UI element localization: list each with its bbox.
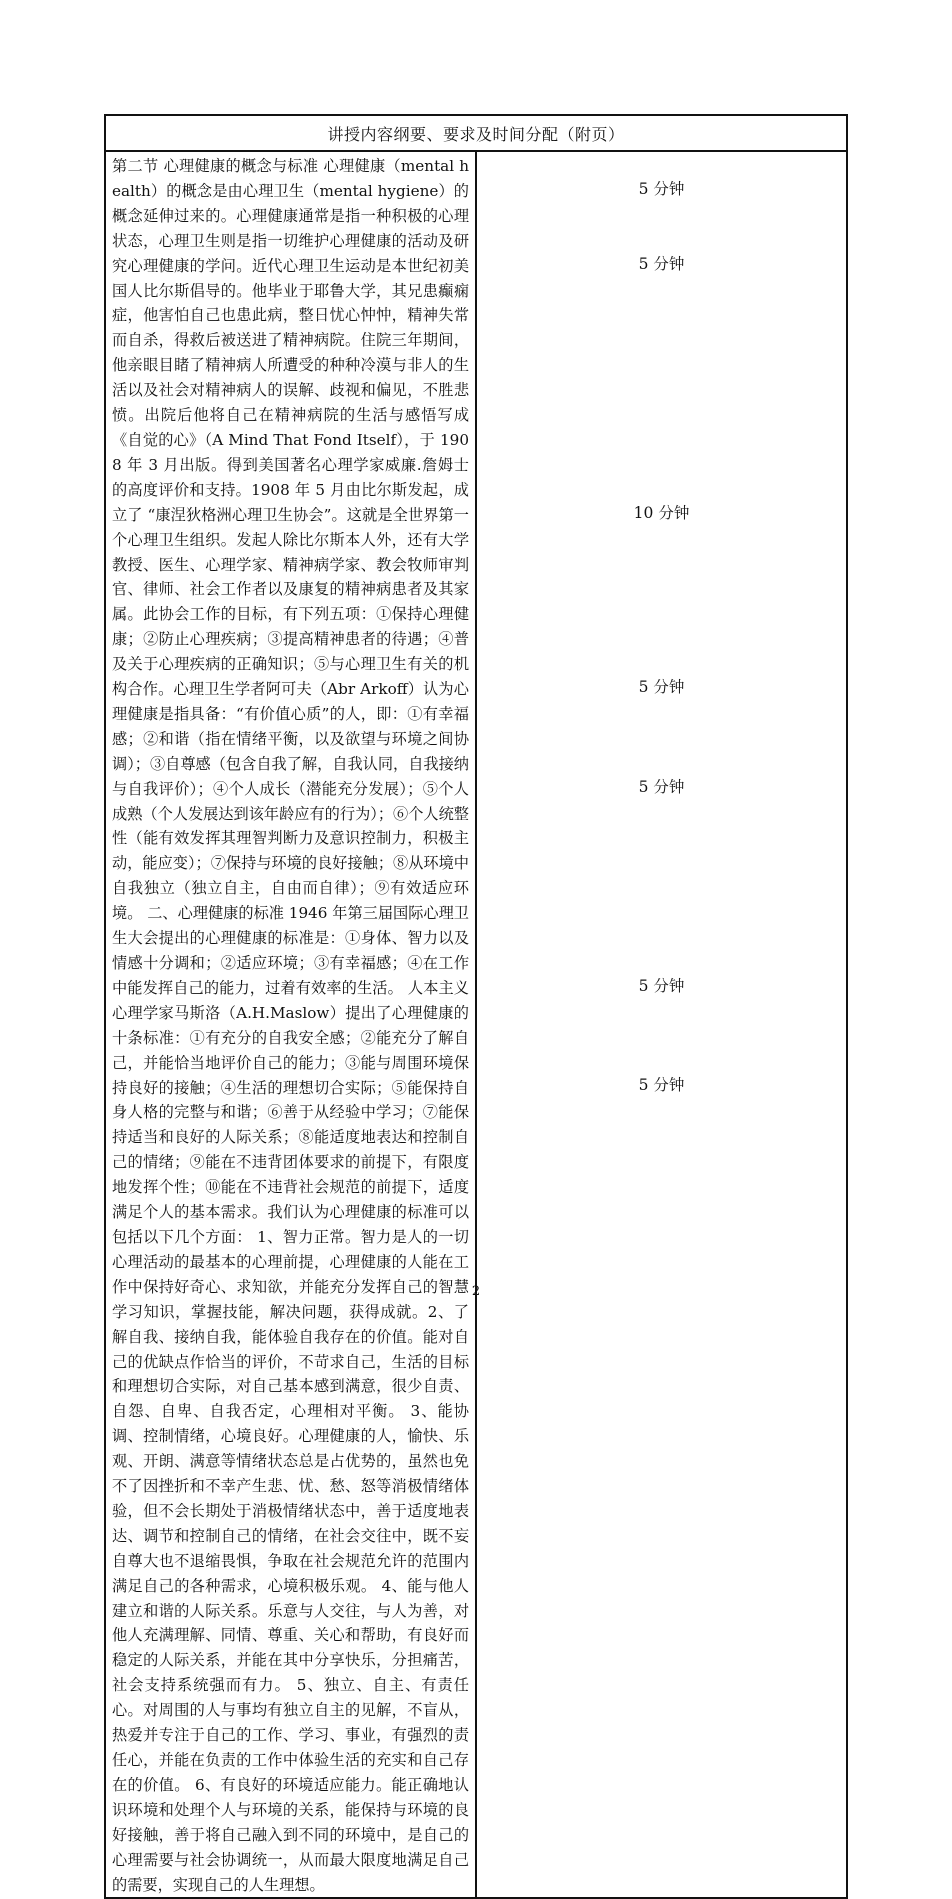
table-header-row [105,115,847,151]
time-allocation-5: 5 分钟 [638,778,685,796]
time-allocation-6: 5 分钟 [638,977,685,995]
table-body-row [105,151,847,1898]
time-allocation-1: 5 分钟 [638,180,685,198]
time-allocation-2: 5 分钟 [638,255,685,273]
time-allocation-cell [476,151,847,1898]
time-allocation-3: 10 分钟 [633,504,690,522]
time-allocation-4: 5 分钟 [638,678,685,696]
time-allocation-7: 5 分钟 [638,1076,685,1094]
content-cell [105,151,476,1898]
table-header: 讲授内容纲要、要求及时间分配（附页） [105,115,847,151]
page-number: 2 [471,1284,481,1299]
lecture-content-text: 第二节 心理健康的概念与标准 心理健康（mental health）的概念是由心理卫生（mental hygiene）的概念延伸过来的。心理健康通常是指一种积极的心理状态，心理卫生则是指一切维护心理健康的活动及研究心理健康的学问。近代心理卫生运动是本世纪初美国人比尔斯倡导的。他毕业于耶鲁大学，其兄患癫痫症，他害怕自己也患此病，整日忧心忡忡，精神失常而自杀，得救后被送进了精神病院。住院三年期间，他亲眼目睹了精神病人所遭受的种种冷漠与非人的生活以及社会对精神病人的误解、歧视和偏见，不胜悲愤。出院后他将自己在精神病院的生活与感悟写成《自觉的心》（A Mind That Fond Itself），于 1908 年 3 月出版。得到美国著名心理学家威廉.詹姆士的高度评价和支持。1908 年 5 月由比尔斯发起，成立了 “康涅狄格洲心理卫生协会”。这就是全世界第一个心理卫生组织。发起人除比尔斯本人外，还有大学教授、医生、心理学家、精神病学家、教会牧师审判官、律师、社会工作者以及康复的精神病患者及其家属。此协会工作的目标，有下列五项：①保持心理健康；②防止心理疾病；③提高精神患者的待遇；④普及关于心理疾病的正确知识；⑤与心理卫生有关的机构合作。心理卫生学者阿可夫（Abr Arkoff）认为心理健康是指具备：“有价值心质”的人，即：①有幸福感；②和谐（指在情绪平衡，以及欲望与环境之间协调）；③自尊感（包含自我了解，自我认同，自我接纳与自我评价）；④个人成长（潜能充分发展）；⑤个人成熟（个人发展达到该年龄应有的行为）；⑥个人统整性（能有效发挥其理智判断力及意识控制力，积极主动，能应变）；⑦保持与环境的良好接触；⑧从环境中自我独立（独立自主，自由而自律）；⑨有效适应环境。 二、心理健康的标准 1946 年第三届国际心理卫生大会提出的心理健康的标准是：①身体、智力以及情感十分调和；②适应环境；③有幸福感；④在工作中能发挥自己的能力，过着有效率的生活。 人本主义心理学家马斯洛（A.H.Maslow）提出了心理健康的十条标准：①有充分的自我安全感；②能充分了解自己，并能恰当地评价自己的能力；③能与周围环境保持良好的接触；④生活的理想切合实际；⑤能保持自身人格的完整与和谐；⑥善于从经验中学习；⑦能保持适当和良好的人际关系；⑧能适度地表达和控制自己的情绪；⑨能在不违背团体要求的前提下，有限度地发挥个性；⑩能在不违背社会规范的前提下，适度满足个人的基本需求。我们认为心理健康的标准可以包括以下几个方面： 1、智力正常。智力是人的一切心理活动的最基本的心理前提，心理健康的人能在工作中保持好奇心、求知欲，并能充分发挥自己的智慧学习知识，掌握技能，解决问题，获得成就。2、了解自我、接纳自我，能体验自我存在的价值。能对自己的优缺点作恰当的评价，不苛求自己，生活的目标和理想切合实际，对自己基本感到满意，很少自责、自怨、自卑、自我否定，心理相对平衡。 3、能协调、控制情绪，心境良好。心理健康的人，愉快、乐观、开朗、满意等情绪状态总是占优势的，虽然也免不了因挫折和不幸产生悲、忧、愁、怒等消极情绪体验，但不会长期处于消极情绪状态中，善于适度地表达、调节和控制自己的情绪，在社会交往中，既不妄自尊大也不退缩畏惧，争取在社会规范允许的范围内满足自己的各种需求，心境积极乐观。 4、能与他人建立和谐的人际关系。乐意与人交往，与人为善，对他人充满理解、同情、尊重、关心和帮助，有良好而稳定的人际关系，并能在其中分享快乐，分担痛苦，社会支持系统强而有力。 5、独立、自主、有责任心。对周围的人与事均有独立自主的见解，不盲从，热爱并专注于自己的工作、学习、事业，有强烈的责任心，并能在负责的工作中体验生活的充实和自己存在的价值。 6、有良好的环境适应能力。能正确地认识环境和处理个人与环境的关系，能保持与环境的良好接触，善于将自己融入到不同的环境中，是自己的心理需要与社会协调统一，从而最大限度地满足自己的需要，实现自己的人生理想。 [112,157,469,1894]
lecture-outline-table [104,114,848,1899]
